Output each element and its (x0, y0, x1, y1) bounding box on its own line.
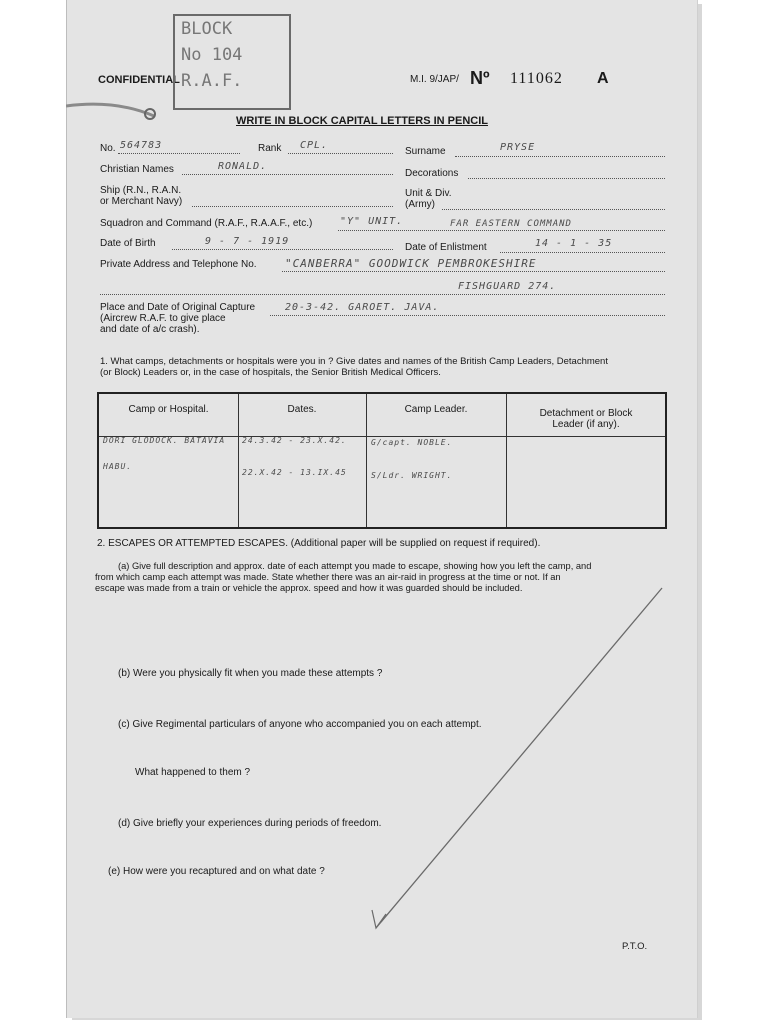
dob-label: Date of Birth (100, 238, 156, 249)
row1-leader: G/capt. NOBLE. (371, 438, 453, 447)
section2-a-line2: from which camp each attempt was made. State whether there was an air-raid in progress at the time or not. If an (95, 572, 561, 582)
section2-e: (e) How were you recaptured and on what date ? (108, 866, 325, 877)
header-dates: Dates. (287, 404, 317, 415)
unit-label-1: Unit & Div. (405, 188, 452, 199)
header-camp: Camp or Hospital. (128, 404, 209, 415)
form-number: 111062 (510, 70, 563, 87)
ship-label-1: Ship (R.N., R.A.N. (100, 185, 182, 196)
section2-c: (c) Give Regimental particulars of anyone who accompanied you on each attempt. (118, 719, 482, 730)
number-label: Nº (470, 68, 490, 88)
section1-line2: (or Block) Leaders or, in the case of hospitals, the Senior British Medical Officers. (100, 367, 441, 378)
enlistment-label: Date of Enlistment (405, 242, 487, 253)
row2-camp: HABU. (103, 462, 133, 471)
rank-label: Rank (258, 143, 282, 154)
form-suffix: A (597, 70, 609, 87)
christian-value: RONALD. (218, 161, 268, 172)
squadron-value-2: FAR EASTERN COMMAND (450, 219, 572, 229)
section2-c-sub: What happened to them ? (135, 767, 251, 778)
rank-value: CPL. (300, 140, 329, 151)
no-value: 564783 (120, 140, 163, 151)
capture-label-1: Place and Date of Original Capture (100, 302, 256, 313)
header-detachment-2: Leader (if any). (552, 419, 620, 430)
stamp-line-3: R.A.F. (181, 71, 243, 91)
stamp-line-2: No 104 (181, 45, 243, 65)
section2-heading: 2. ESCAPES OR ATTEMPTED ESCAPES. (Additional paper will be supplied on request if required). (97, 538, 541, 549)
dob-value: 9 - 7 - 1919 (205, 236, 290, 247)
confidential-label: CONFIDENTIAL (98, 74, 180, 86)
form-reference: M.I. 9/JAP/ (410, 74, 459, 85)
row1-dates: 24.3.42 - 23.X.42. (242, 436, 347, 445)
unit-label-2: (Army) (405, 199, 435, 210)
capture-value: 20-3-42. GAROET. JAVA. (285, 302, 440, 313)
row2-dates: 22.X.42 - 13.IX.45 (242, 468, 347, 477)
header-detachment-1: Detachment or Block (539, 408, 633, 419)
capture-label-3: and date of a/c crash). (100, 324, 200, 335)
capture-label-2: (Aircrew R.A.F. to give place (100, 313, 226, 324)
squadron-value: "Y" UNIT. (340, 216, 404, 227)
section2-a-line1: (a) Give full description and approx. date of each attempt you made to escape, showing how you left the camp, and (118, 561, 592, 571)
section1-line1: 1. What camps, detachments or hospitals were you in ? Give dates and names of the British Camp Leaders, Detachment (100, 356, 608, 367)
decorations-label: Decorations (405, 168, 459, 179)
pto-label: P.T.O. (622, 941, 648, 952)
enlistment-value: 14 - 1 - 35 (535, 238, 613, 249)
form-title: WRITE IN BLOCK CAPITAL LETTERS IN PENCIL (236, 115, 488, 127)
section2-d: (d) Give briefly your experiences during periods of freedom. (118, 818, 382, 829)
stamp-line-1: BLOCK (181, 19, 233, 39)
section2-a-line3: escape was made from a train or vehicle the approx. speed and how it was guarded should be included. (95, 583, 523, 593)
row2-leader: S/Ldr. WRIGHT. (371, 471, 453, 480)
ship-label-2: or Merchant Navy) (100, 196, 183, 207)
surname-label: Surname (405, 146, 446, 157)
christian-label: Christian Names (100, 164, 174, 175)
section2-b: (b) Were you physically fit when you made these attempts ? (118, 668, 383, 679)
address-value-2: FISHGUARD 274. (458, 281, 557, 292)
squadron-label: Squadron and Command (R.A.F., R.A.A.F., etc.) (100, 218, 313, 229)
row1-camp: DORI GLODOCK. BATAVIA (103, 436, 226, 445)
address-label: Private Address and Telephone No. (100, 259, 257, 270)
surname-value: PRYSE (500, 142, 536, 153)
address-value-1: "CANBERRA" GOODWICK PEMBROKESHIRE (285, 257, 537, 270)
no-label: No. (100, 143, 116, 154)
header-leader: Camp Leader. (404, 404, 468, 415)
